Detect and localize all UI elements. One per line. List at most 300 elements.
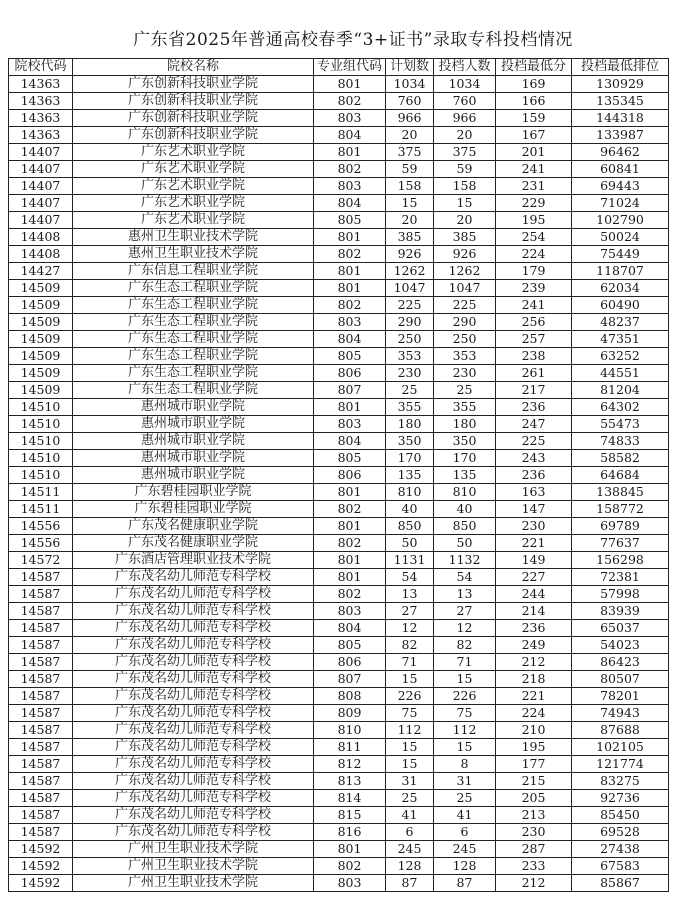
table-row (9, 858, 669, 875)
cell-plan: 1047 (386, 280, 434, 297)
cell-group-code: 801 (314, 518, 386, 535)
cell-min-rank: 102790 (572, 212, 669, 229)
cell-min-rank: 135345 (572, 93, 669, 110)
cell-group-code: 812 (314, 756, 386, 773)
cell-min-score: 166 (496, 93, 572, 110)
cell-plan: 41 (386, 807, 434, 824)
cell-admitted: 226 (434, 688, 496, 705)
cell-min-score: 243 (496, 450, 572, 467)
table-row (9, 824, 669, 841)
cell-min-score: 201 (496, 144, 572, 161)
cell-admitted: 31 (434, 773, 496, 790)
cell-group-code: 803 (314, 875, 386, 892)
cell-min-rank: 75449 (572, 246, 669, 263)
cell-school-name: 广东生态工程职业学院 (73, 348, 314, 365)
cell-school-name: 广东茂名幼儿师范专科学校 (73, 705, 314, 722)
cell-school-name: 广东茂名幼儿师范专科学校 (73, 739, 314, 756)
cell-min-score: 224 (496, 246, 572, 263)
table-row (9, 756, 669, 773)
table-row (9, 331, 669, 348)
cell-min-score: 195 (496, 212, 572, 229)
cell-min-rank: 156298 (572, 552, 669, 569)
cell-min-rank: 65037 (572, 620, 669, 637)
cell-group-code: 803 (314, 603, 386, 620)
cell-admitted: 850 (434, 518, 496, 535)
cell-plan: 170 (386, 450, 434, 467)
table-row (9, 705, 669, 722)
cell-group-code: 802 (314, 246, 386, 263)
cell-school-name: 广东茂名幼儿师范专科学校 (73, 671, 314, 688)
cell-min-rank: 50024 (572, 229, 669, 246)
cell-plan: 230 (386, 365, 434, 382)
cell-school-code: 14407 (9, 144, 73, 161)
cell-group-code: 801 (314, 229, 386, 246)
cell-plan: 54 (386, 569, 434, 586)
table-row (9, 603, 669, 620)
cell-min-rank: 74943 (572, 705, 669, 722)
cell-school-name: 广东茂名幼儿师范专科学校 (73, 688, 314, 705)
cell-min-rank: 83275 (572, 773, 669, 790)
cell-min-score: 241 (496, 161, 572, 178)
cell-plan: 12 (386, 620, 434, 637)
cell-school-name: 广东茂名幼儿师范专科学校 (73, 586, 314, 603)
cell-min-score: 177 (496, 756, 572, 773)
cell-admitted: 15 (434, 195, 496, 212)
cell-min-score: 218 (496, 671, 572, 688)
col-header-min-score: 投档最低分 (496, 59, 572, 76)
cell-plan: 225 (386, 297, 434, 314)
cell-plan: 226 (386, 688, 434, 705)
table-row (9, 552, 669, 569)
cell-admitted: 25 (434, 790, 496, 807)
cell-group-code: 811 (314, 739, 386, 756)
cell-school-code: 14592 (9, 841, 73, 858)
cell-school-name: 广东茂名幼儿师范专科学校 (73, 637, 314, 654)
cell-min-rank: 102105 (572, 739, 669, 756)
cell-school-name: 广东生态工程职业学院 (73, 280, 314, 297)
cell-admitted: 87 (434, 875, 496, 892)
cell-school-name: 广东创新科技职业学院 (73, 93, 314, 110)
cell-min-score: 257 (496, 331, 572, 348)
cell-group-code: 810 (314, 722, 386, 739)
cell-admitted: 12 (434, 620, 496, 637)
table-row (9, 212, 669, 229)
cell-plan: 180 (386, 416, 434, 433)
cell-school-code: 14587 (9, 654, 73, 671)
cell-plan: 15 (386, 739, 434, 756)
cell-school-name: 广东艺术职业学院 (73, 161, 314, 178)
cell-school-name: 广东创新科技职业学院 (73, 127, 314, 144)
cell-group-code: 802 (314, 858, 386, 875)
cell-plan: 966 (386, 110, 434, 127)
cell-school-name: 广东茂名健康职业学院 (73, 535, 314, 552)
cell-min-score: 159 (496, 110, 572, 127)
cell-school-code: 14510 (9, 467, 73, 484)
cell-school-code: 14407 (9, 195, 73, 212)
cell-school-code: 14556 (9, 535, 73, 552)
cell-school-code: 14363 (9, 127, 73, 144)
cell-admitted: 27 (434, 603, 496, 620)
cell-school-code: 14509 (9, 280, 73, 297)
cell-min-score: 239 (496, 280, 572, 297)
cell-school-code: 14556 (9, 518, 73, 535)
cell-group-code: 803 (314, 110, 386, 127)
cell-admitted: 13 (434, 586, 496, 603)
cell-school-name: 广东艺术职业学院 (73, 144, 314, 161)
cell-group-code: 804 (314, 620, 386, 637)
cell-school-name: 广东艺术职业学院 (73, 178, 314, 195)
cell-school-code: 14587 (9, 773, 73, 790)
cell-school-code: 14408 (9, 246, 73, 263)
cell-plan: 850 (386, 518, 434, 535)
table-row (9, 569, 669, 586)
table-row (9, 127, 669, 144)
table-row (9, 501, 669, 518)
cell-min-score: 230 (496, 824, 572, 841)
table-row (9, 297, 669, 314)
cell-school-name: 广东艺术职业学院 (73, 212, 314, 229)
cell-group-code: 801 (314, 263, 386, 280)
cell-group-code: 804 (314, 195, 386, 212)
cell-min-rank: 158772 (572, 501, 669, 518)
cell-min-score: 179 (496, 263, 572, 280)
cell-plan: 27 (386, 603, 434, 620)
table-row (9, 535, 669, 552)
cell-group-code: 813 (314, 773, 386, 790)
table-row (9, 688, 669, 705)
table-row (9, 280, 669, 297)
table-row (9, 807, 669, 824)
cell-school-name: 广东信息工程职业学院 (73, 263, 314, 280)
table-row (9, 773, 669, 790)
cell-admitted: 128 (434, 858, 496, 875)
cell-min-rank: 62034 (572, 280, 669, 297)
cell-admitted: 135 (434, 467, 496, 484)
cell-school-code: 14407 (9, 178, 73, 195)
cell-school-code: 14587 (9, 620, 73, 637)
cell-group-code: 803 (314, 314, 386, 331)
cell-school-code: 14363 (9, 93, 73, 110)
cell-admitted: 760 (434, 93, 496, 110)
cell-min-rank: 78201 (572, 688, 669, 705)
cell-school-code: 14509 (9, 365, 73, 382)
cell-school-name: 广东茂名幼儿师范专科学校 (73, 756, 314, 773)
cell-min-score: 254 (496, 229, 572, 246)
cell-school-name: 广东碧桂园职业学院 (73, 501, 314, 518)
cell-min-rank: 69528 (572, 824, 669, 841)
table-row (9, 518, 669, 535)
cell-plan: 245 (386, 841, 434, 858)
cell-group-code: 803 (314, 416, 386, 433)
cell-school-code: 14592 (9, 875, 73, 892)
cell-min-rank: 71024 (572, 195, 669, 212)
cell-plan: 15 (386, 195, 434, 212)
cell-min-score: 169 (496, 76, 572, 93)
cell-group-code: 806 (314, 467, 386, 484)
cell-plan: 375 (386, 144, 434, 161)
cell-school-code: 14511 (9, 484, 73, 501)
cell-school-code: 14587 (9, 569, 73, 586)
cell-plan: 355 (386, 399, 434, 416)
cell-min-score: 287 (496, 841, 572, 858)
admission-table (8, 58, 669, 892)
cell-min-rank: 67583 (572, 858, 669, 875)
table-row (9, 246, 669, 263)
cell-school-name: 惠州卫生职业技术学院 (73, 229, 314, 246)
cell-admitted: 1047 (434, 280, 496, 297)
cell-admitted: 158 (434, 178, 496, 195)
cell-min-rank: 118707 (572, 263, 669, 280)
cell-group-code: 808 (314, 688, 386, 705)
cell-plan: 25 (386, 382, 434, 399)
cell-school-code: 14509 (9, 382, 73, 399)
cell-admitted: 250 (434, 331, 496, 348)
cell-school-code: 14509 (9, 314, 73, 331)
cell-min-score: 215 (496, 773, 572, 790)
table-row (9, 671, 669, 688)
cell-group-code: 806 (314, 654, 386, 671)
cell-school-code: 14363 (9, 76, 73, 93)
cell-min-rank: 80507 (572, 671, 669, 688)
cell-admitted: 71 (434, 654, 496, 671)
cell-school-name: 广东生态工程职业学院 (73, 297, 314, 314)
cell-school-code: 14587 (9, 824, 73, 841)
cell-group-code: 801 (314, 484, 386, 501)
cell-group-code: 804 (314, 127, 386, 144)
col-header-school-code: 院校代码 (9, 59, 73, 76)
cell-school-code: 14509 (9, 297, 73, 314)
cell-school-code: 14510 (9, 399, 73, 416)
cell-school-code: 14510 (9, 433, 73, 450)
table-row (9, 314, 669, 331)
cell-min-rank: 60841 (572, 161, 669, 178)
cell-group-code: 801 (314, 144, 386, 161)
cell-school-name: 广东碧桂园职业学院 (73, 484, 314, 501)
cell-plan: 25 (386, 790, 434, 807)
cell-admitted: 112 (434, 722, 496, 739)
cell-school-code: 14587 (9, 603, 73, 620)
cell-admitted: 41 (434, 807, 496, 824)
admission-sheet (8, 22, 668, 892)
table-row (9, 348, 669, 365)
cell-school-name: 惠州卫生职业技术学院 (73, 246, 314, 263)
cell-plan: 128 (386, 858, 434, 875)
cell-school-code: 14587 (9, 722, 73, 739)
cell-min-score: 221 (496, 688, 572, 705)
cell-min-rank: 47351 (572, 331, 669, 348)
cell-min-rank: 57998 (572, 586, 669, 603)
cell-min-rank: 64302 (572, 399, 669, 416)
cell-min-score: 147 (496, 501, 572, 518)
col-header-group-code: 专业组代码 (314, 59, 386, 76)
cell-group-code: 801 (314, 569, 386, 586)
cell-plan: 1034 (386, 76, 434, 93)
cell-min-rank: 69789 (572, 518, 669, 535)
cell-group-code: 802 (314, 161, 386, 178)
cell-min-score: 210 (496, 722, 572, 739)
cell-school-code: 14572 (9, 552, 73, 569)
cell-school-code: 14587 (9, 739, 73, 756)
cell-min-rank: 44551 (572, 365, 669, 382)
cell-min-rank: 96462 (572, 144, 669, 161)
table-row (9, 637, 669, 654)
cell-school-name: 广州卫生职业技术学院 (73, 841, 314, 858)
table-row (9, 263, 669, 280)
cell-min-score: 230 (496, 518, 572, 535)
cell-plan: 135 (386, 467, 434, 484)
cell-school-code: 14509 (9, 331, 73, 348)
cell-plan: 13 (386, 586, 434, 603)
cell-school-name: 惠州城市职业学院 (73, 433, 314, 450)
table-row (9, 739, 669, 756)
cell-plan: 810 (386, 484, 434, 501)
cell-school-name: 广东茂名幼儿师范专科学校 (73, 620, 314, 637)
cell-admitted: 82 (434, 637, 496, 654)
cell-admitted: 59 (434, 161, 496, 178)
cell-admitted: 1262 (434, 263, 496, 280)
cell-min-rank: 77637 (572, 535, 669, 552)
cell-group-code: 801 (314, 552, 386, 569)
cell-school-code: 14510 (9, 450, 73, 467)
cell-min-rank: 83939 (572, 603, 669, 620)
cell-school-name: 广东茂名幼儿师范专科学校 (73, 722, 314, 739)
cell-min-score: 247 (496, 416, 572, 433)
cell-min-rank: 86423 (572, 654, 669, 671)
cell-school-code: 14587 (9, 586, 73, 603)
cell-admitted: 966 (434, 110, 496, 127)
cell-min-score: 236 (496, 467, 572, 484)
cell-school-code: 14587 (9, 756, 73, 773)
cell-school-code: 14511 (9, 501, 73, 518)
cell-school-name: 广州卫生职业技术学院 (73, 875, 314, 892)
cell-plan: 71 (386, 654, 434, 671)
cell-admitted: 810 (434, 484, 496, 501)
cell-admitted: 225 (434, 297, 496, 314)
cell-school-code: 14587 (9, 705, 73, 722)
cell-school-name: 广东茂名健康职业学院 (73, 518, 314, 535)
table-row (9, 450, 669, 467)
cell-min-score: 236 (496, 620, 572, 637)
cell-school-name: 广东茂名幼儿师范专科学校 (73, 773, 314, 790)
cell-admitted: 926 (434, 246, 496, 263)
cell-plan: 385 (386, 229, 434, 246)
cell-school-code: 14408 (9, 229, 73, 246)
cell-admitted: 15 (434, 671, 496, 688)
cell-group-code: 814 (314, 790, 386, 807)
col-header-school-name: 院校名称 (73, 59, 314, 76)
table-row (9, 467, 669, 484)
cell-plan: 1131 (386, 552, 434, 569)
cell-school-name: 广东生态工程职业学院 (73, 382, 314, 399)
cell-min-rank: 130929 (572, 76, 669, 93)
table-row (9, 229, 669, 246)
cell-min-score: 227 (496, 569, 572, 586)
cell-school-code: 14427 (9, 263, 73, 280)
cell-school-name: 广东茂名幼儿师范专科学校 (73, 807, 314, 824)
cell-min-rank: 58582 (572, 450, 669, 467)
table-body (9, 76, 669, 892)
cell-group-code: 801 (314, 399, 386, 416)
cell-min-rank: 27438 (572, 841, 669, 858)
cell-min-rank: 63252 (572, 348, 669, 365)
cell-admitted: 170 (434, 450, 496, 467)
table-row (9, 110, 669, 127)
cell-min-score: 236 (496, 399, 572, 416)
table-row (9, 365, 669, 382)
table-row (9, 433, 669, 450)
cell-group-code: 805 (314, 450, 386, 467)
cell-plan: 1262 (386, 263, 434, 280)
table-row (9, 399, 669, 416)
cell-school-code: 14407 (9, 161, 73, 178)
cell-school-name: 广东创新科技职业学院 (73, 76, 314, 93)
cell-group-code: 805 (314, 212, 386, 229)
col-header-min-rank: 投档最低排位 (572, 59, 669, 76)
cell-group-code: 816 (314, 824, 386, 841)
table-row (9, 722, 669, 739)
cell-min-rank: 69443 (572, 178, 669, 195)
cell-plan: 31 (386, 773, 434, 790)
cell-school-name: 广东艺术职业学院 (73, 195, 314, 212)
cell-school-code: 14587 (9, 688, 73, 705)
cell-school-code: 14587 (9, 671, 73, 688)
cell-school-code: 14363 (9, 110, 73, 127)
cell-plan: 112 (386, 722, 434, 739)
table-row (9, 620, 669, 637)
cell-school-name: 惠州城市职业学院 (73, 467, 314, 484)
cell-min-rank: 138845 (572, 484, 669, 501)
cell-admitted: 355 (434, 399, 496, 416)
cell-plan: 250 (386, 331, 434, 348)
cell-admitted: 40 (434, 501, 496, 518)
table-row (9, 416, 669, 433)
cell-min-score: 212 (496, 654, 572, 671)
table-row (9, 178, 669, 195)
cell-plan: 350 (386, 433, 434, 450)
table-row (9, 161, 669, 178)
cell-plan: 290 (386, 314, 434, 331)
cell-admitted: 230 (434, 365, 496, 382)
cell-plan: 158 (386, 178, 434, 195)
cell-plan: 59 (386, 161, 434, 178)
cell-admitted: 15 (434, 739, 496, 756)
cell-school-name: 广东生态工程职业学院 (73, 365, 314, 382)
cell-min-score: 217 (496, 382, 572, 399)
cell-admitted: 6 (434, 824, 496, 841)
cell-min-score: 205 (496, 790, 572, 807)
cell-school-name: 广东创新科技职业学院 (73, 110, 314, 127)
cell-plan: 82 (386, 637, 434, 654)
cell-school-code: 14407 (9, 212, 73, 229)
cell-min-score: 225 (496, 433, 572, 450)
cell-min-rank: 74833 (572, 433, 669, 450)
cell-min-score: 167 (496, 127, 572, 144)
table-row (9, 144, 669, 161)
cell-min-rank: 55473 (572, 416, 669, 433)
cell-min-rank: 48237 (572, 314, 669, 331)
cell-admitted: 385 (434, 229, 496, 246)
table-row (9, 654, 669, 671)
cell-admitted: 1034 (434, 76, 496, 93)
cell-min-score: 212 (496, 875, 572, 892)
cell-school-name: 广东酒店管理职业技术学院 (73, 552, 314, 569)
cell-group-code: 804 (314, 433, 386, 450)
cell-min-rank: 92736 (572, 790, 669, 807)
cell-min-score: 221 (496, 535, 572, 552)
cell-school-name: 惠州城市职业学院 (73, 399, 314, 416)
cell-group-code: 802 (314, 586, 386, 603)
cell-plan: 760 (386, 93, 434, 110)
